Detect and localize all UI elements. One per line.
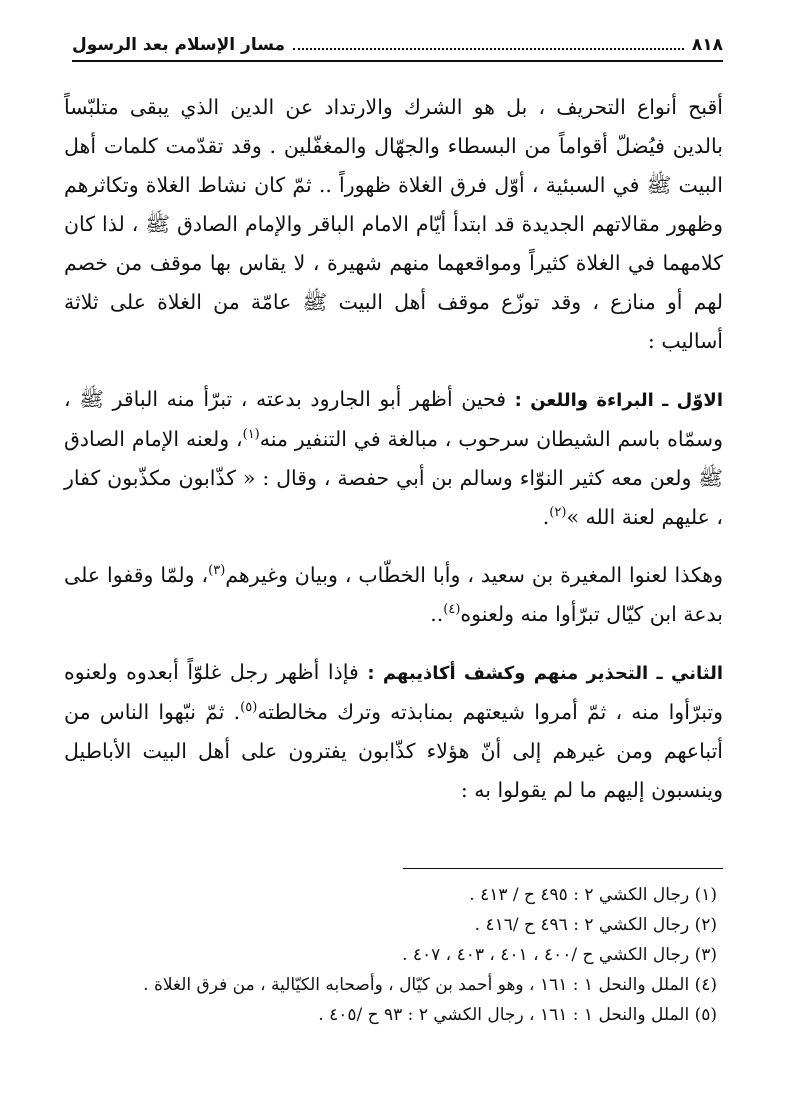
paragraph-2 [64,380,723,537]
footnote-separator [403,868,723,869]
footnote-1: (١) رجال الكشي ٢ : ٤٩٥ ح / ٤١٣ . [469,885,717,905]
paragraph-text: فإذا أظهر رجل غلوّاً أبعدوه ولعنوه وتبرّأوا منه ، ثمّ أمروا شيعتهم بمنابذته وترك مخالطته [64,660,723,724]
paragraph-text: ، ولعنه الإمام الصادق ﷺ ولعن معه كثير النوّاء وسالم بن أبي حفصة ، وقال : « كذّابون مكذّبون كفار ، عليهم لعنة الله » [64,427,723,529]
footnote-2: (٢) رجال الكشي ٢ : ٤٩٦ ح /٤١٦ . [474,915,717,935]
footnote-ref[interactable]: (١) [242,427,260,443]
header-leader-dots [293,48,684,50]
footnote-ref[interactable]: (٣) [208,563,226,579]
running-title: مسار الإسلام بعد الرسول [72,35,286,55]
footnote-ref[interactable]: (٥) [240,700,258,716]
paragraph-1 [64,88,723,361]
section-lead: الثاني ـ التحذير منهم وكشف أكاذيبهم : [367,663,723,684]
paragraph-text: .. [430,602,444,626]
paragraph-text: أقبح أنواع التحريف ، بل هو الشرك والارتداد عن الدين الذي يبقى متلبّساً بالدين فيُضلّ أقواماً من البسطاء والجهّال والمغفّلين . وقد تقدّمت كلمات أهل البيت ﷺ في السبئية ، أوّل فرق الغلاة ظهوراً .. ثمّ كان نشاط الغلاة وتكاثرهم وظهور مقالاتهم الجديدة قد ابتدأ أيّام الامام الباقر والإمام الصادق ﷺ ، لذا كان كلامهما في الغلاة كثيراً ومواقعهما منهم شهيرة ، لا يقاس بها موقف من خصم لهم أو منازع ، وقد توزّع موقف أهل البيت ﷺ عامّة من الغلاة على ثلاثة أساليب : [64,95,723,353]
footnote-3: (٣) رجال الكشي ح /٤٠٠ ، ٤٠١ ، ٤٠٣ ، ٤٠٧ . [402,945,717,965]
footnotes [64,880,717,1030]
paragraph-text: ، ولمّا وقفوا على بدعة ابن كيّال تبرّأوا منه ولعنوه [64,563,723,626]
paragraph-text: . [542,505,550,529]
footnote-4: (٤) الملل والنحل ١ : ١٦١ ، وهو أحمد بن كيّال ، وأصحابه الكيّالية ، من فرق الغلاة . [143,975,717,995]
paragraph-text: . ثمّ نبّهوا الناس من أتباعهم ومن غيرهم إلى أنّ هؤلاء كذّابون يفترون على أهل البيت الأباطيل وينسبون إليهم ما لم يقولوا به : [64,700,723,802]
footnote-ref[interactable]: (٢) [549,505,567,521]
main-text [64,88,723,810]
footnote-ref[interactable]: (٤) [443,602,461,618]
paragraph-3 [64,556,723,634]
section-lead: الاوّل ـ البراءة واللعن : [514,390,723,411]
running-header [72,30,723,62]
footnote-5: (٥) الملل والنحل ١ : ١٦١ ، رجال الكشي ٢ : ٩٣ ح /٤٠٥ . [318,1005,717,1025]
paragraph-4 [64,653,723,810]
page-number: ٨١٨ [691,35,723,55]
paragraph-text: فحين أظهر أبو الجارود بدعته ، تبرّأ منه الباقر ﷺ ، وسمّاه باسم الشيطان سرحوب ، مبالغة في التنفير منه [64,387,723,451]
paragraph-text: وهكذا لعنوا المغيرة بن سعيد ، وأبا الخطّاب ، وبيان وغيرهم [225,563,723,587]
